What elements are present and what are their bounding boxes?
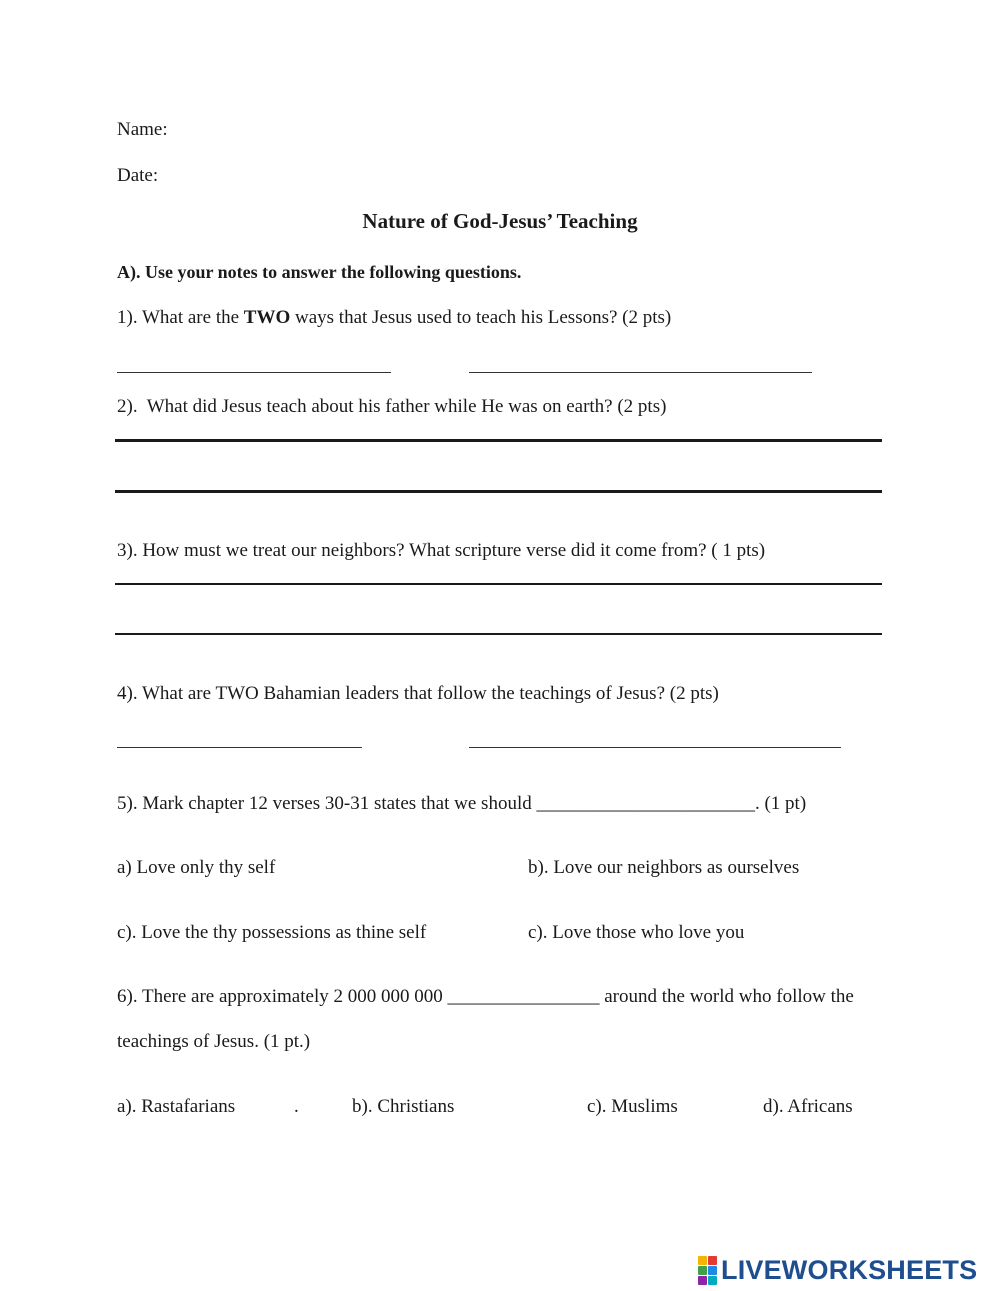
question-1 [117,308,671,327]
section-a-instruction: A). Use your notes to answer the following questions. [117,262,522,282]
answer-4a-blank[interactable] [117,747,362,748]
q5-option-a[interactable]: a) Love only thy self [117,857,276,878]
q6-option-b[interactable]: b). Christians [352,1096,455,1117]
liveworksheets-logo-icon [698,1256,717,1285]
question-1-prefix: 1). What are the [117,307,244,328]
liveworksheets-logo [698,1255,977,1285]
question-6-line-2: teachings of Jesus. (1 pt.) [117,1031,311,1052]
question-1-suffix: ways that Jesus used to teach his Lessons? (2 pts) [290,307,672,328]
answer-1a-blank[interactable] [117,372,391,373]
answer-4b-blank[interactable] [469,747,841,748]
answer-2-line-1[interactable] [115,439,882,442]
answer-2-line-2[interactable] [115,490,882,493]
question-1-emphasis: TWO [243,307,291,328]
answer-3-line-2[interactable] [115,633,882,635]
logo-tile [708,1266,717,1275]
question-2: 2). What did Jesus teach about his father while He was on earth? (2 pts) [117,396,667,417]
q6-option-a[interactable]: a). Rastafarians [117,1096,236,1117]
logo-tile [708,1276,717,1285]
question-6-line-1: 6). There are approximately 2 000 000 000 ________________ around the world who follow the [117,986,854,1007]
answer-3-line-1[interactable] [115,583,882,585]
question-3: 3). How must we treat our neighbors? What scripture verse did it come from? ( 1 pts) [117,540,766,561]
question-4: 4). What are TWO Bahamian leaders that follow the teachings of Jesus? (2 pts) [117,683,719,704]
q6-option-c[interactable]: c). Muslims [587,1096,678,1117]
q5-option-c1[interactable]: c). Love the thy possessions as thine self [117,922,427,943]
logo-tile [708,1256,717,1265]
q6-stray-dot: . [294,1096,299,1117]
logo-tile [698,1256,707,1265]
liveworksheets-logo-text: LIVEWORKSHEETS [721,1254,978,1285]
name-label: Name: [117,119,168,140]
logo-tile [698,1276,707,1285]
answer-1b-blank[interactable] [469,372,812,373]
q5-option-c2[interactable]: c). Love those who love you [528,922,745,943]
q5-option-b[interactable]: b). Love our neighbors as ourselves [528,857,800,878]
date-label: Date: [117,165,159,186]
logo-tile [698,1266,707,1275]
question-5: 5). Mark chapter 12 verses 30-31 states that we should _______________________. (1 pt) [117,793,807,814]
worksheet-title: Nature of God-Jesus’ Teaching [362,209,638,233]
q6-option-d[interactable]: d). Africans [763,1096,853,1117]
